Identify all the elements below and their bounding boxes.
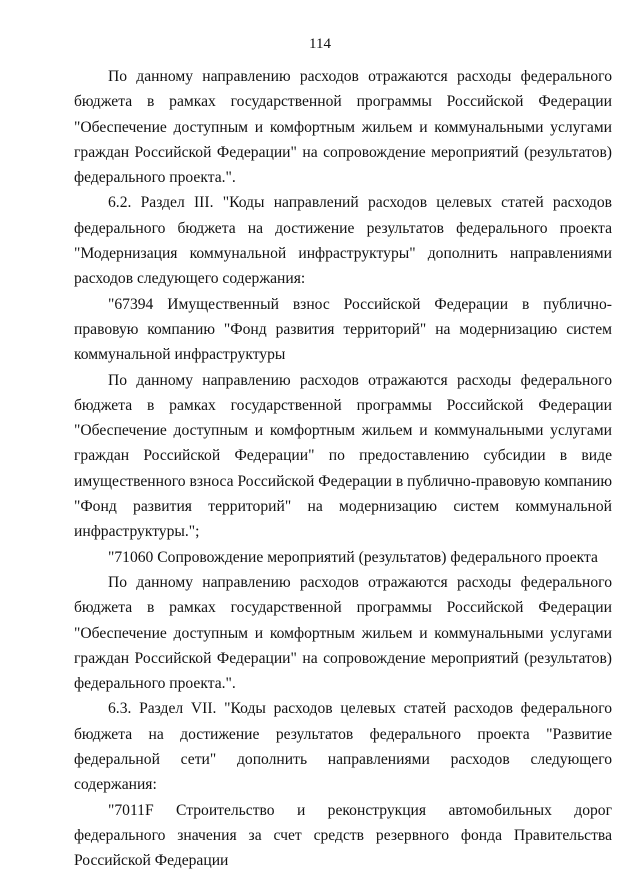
paragraph-1: По данному направлению расходов отражаются расходы федерального бюджета в рамках государственной программы Российской Федерации "Обеспечение доступным и комфортным жильем и коммунальными услугами граждан Российской Федерации" на сопровождение мероприятий (результатов) федерального проекта.".	[74, 68, 612, 187]
paragraph-4: По данному направлению расходов отражаются расходы федерального бюджета в рамках государственной программы Российской Федерации "Обеспечение доступным и комфортным жильем и коммунальными услугами граждан Российской Федерации" по предоставлению субсидии в виде имущественного взноса Российской Федерации в публично-правовую компанию "Фонд развития территорий" на модернизацию систем коммунальной инфраструктуры.";	[74, 371, 612, 541]
document-body	[74, 64, 612, 874]
paragraph-67394: "67394 Имущественный взнос Российской Федерации в публично-правовую компанию "Фонд развития территорий" на модернизацию систем коммунальной инфраструктуры	[74, 295, 612, 364]
paragraph-7011f: "7011F Строительство и реконструкция автомобильных дорог федерального значения за счет средств резервного фонда Правительства Российской Федерации	[74, 801, 612, 870]
paragraph-section-6-3: 6.3. Раздел VII. "Коды расходов целевых статей расходов федерального бюджета на достижение результатов федерального проекта "Развитие федеральной сети" дополнить направлениями расходов следующего содержания:	[74, 700, 612, 794]
paragraph-section-6-2: 6.2. Раздел III. "Коды направлений расходов целевых статей расходов федерального бюджета на достижение результатов федерального проекта "Модернизация коммунальной инфраструктуры" дополнить направлениями расходов следующего содержания:	[74, 194, 612, 288]
paragraph-6: По данному направлению расходов отражаются расходы федерального бюджета в рамках государственной программы Российской Федерации "Обеспечение доступным и комфортным жильем и коммунальными услугами граждан Российской Федерации" на сопровождение мероприятий (результатов) федерального проекта.".	[74, 573, 612, 693]
paragraph-71060: "71060 Сопровождение мероприятий (результатов) федерального проекта	[108, 548, 598, 566]
page-number: 114	[309, 36, 331, 52]
